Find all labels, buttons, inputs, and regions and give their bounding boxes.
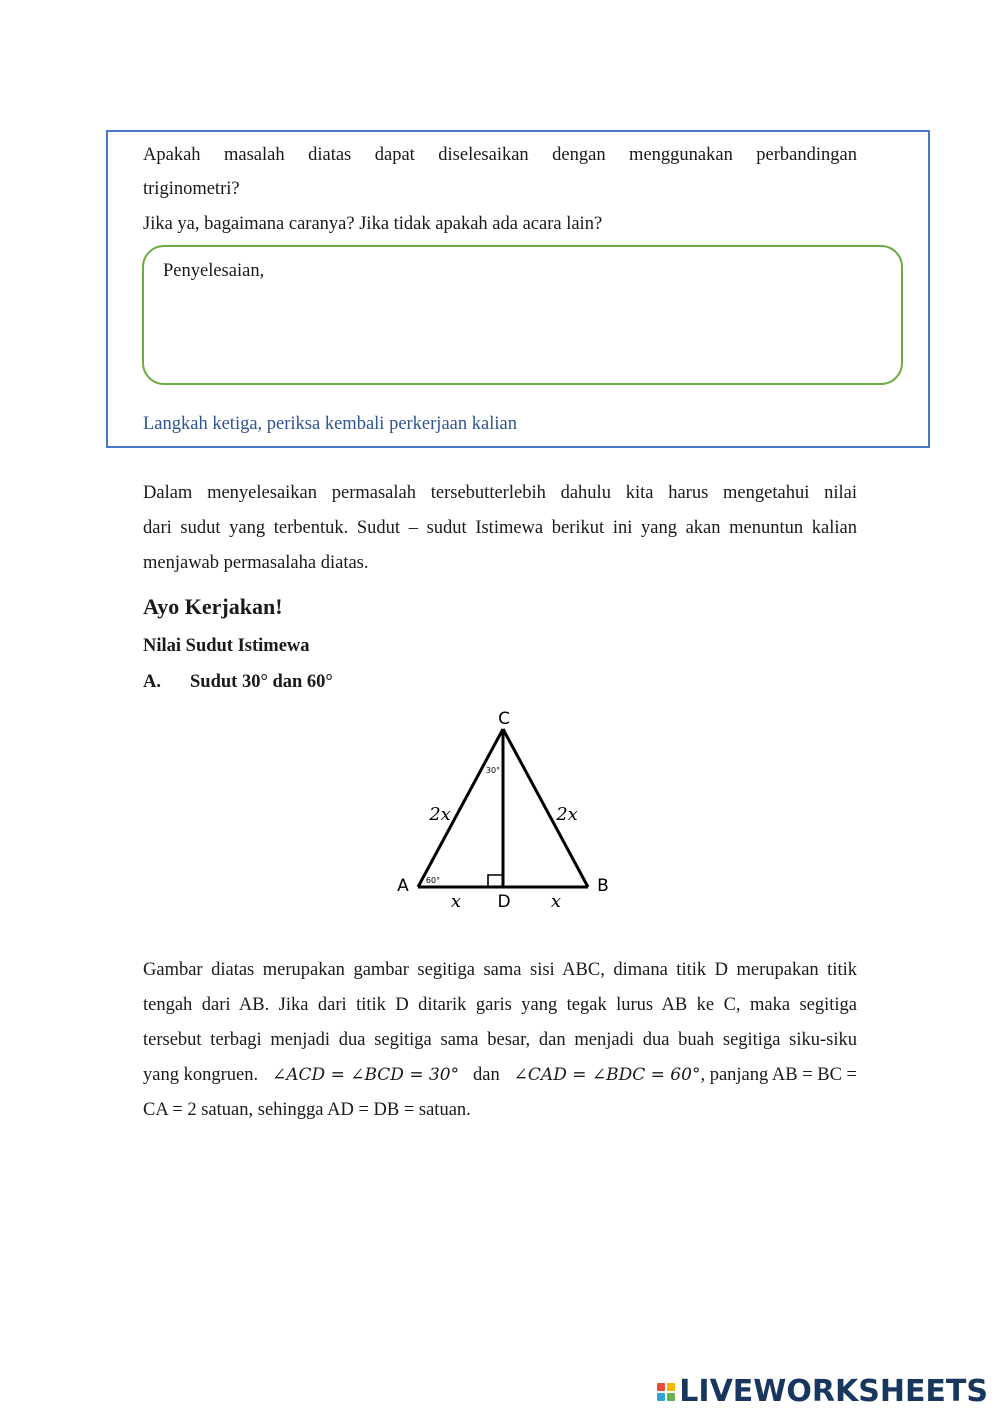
section-marker: A.: [143, 672, 161, 692]
description-line-4-text-b: dan: [473, 1065, 500, 1085]
heading-ayo-kerjakan: Ayo Kerjakan!: [143, 594, 283, 619]
label-a: A: [397, 876, 409, 896]
logo-mark-icon: [657, 1383, 675, 1401]
logo-square-3: [657, 1393, 665, 1401]
description-line-3: tersebut terbagi menjadi dua segitiga sama besar, dan menjadi dua buah segitiga siku-siku: [143, 1030, 857, 1050]
label-base-left: x: [450, 891, 462, 912]
logo-square-2: [667, 1383, 675, 1391]
label-side-left: 2x: [429, 804, 451, 825]
intro-line-2: dari sudut yang terbentuk. Sudut – sudut Istimewa berikut ini yang akan menuntun kalian: [143, 518, 857, 538]
triangle-figure: [380, 700, 630, 920]
label-side-right: 2x: [556, 804, 578, 825]
description-line-4-math-1: ∠ACD = ∠BCD = 30°: [272, 1065, 460, 1085]
label-d: D: [497, 892, 511, 912]
answer-label: Penyelesaian,: [163, 261, 265, 281]
liveworksheets-logo: [657, 1374, 988, 1409]
description-line-4-text-a: yang kongruen.: [143, 1065, 259, 1085]
label-c: C: [498, 709, 510, 729]
label-angle-60: 60°: [425, 876, 441, 885]
description-line-2: tengah dari AB. Jika dari titik D ditarik garis yang tegak lurus AB ke C, maka segitiga: [143, 995, 857, 1015]
intro-line-1: Dalam menyelesaikan permasalah tersebutterlebih dahulu kita harus mengetahui nilai: [143, 483, 857, 503]
description-line-4: [143, 1058, 857, 1093]
label-b: B: [597, 876, 609, 896]
logo-square-1: [657, 1383, 665, 1391]
label-base-right: x: [550, 891, 562, 912]
description-line-4-text-c: , panjang AB = BC =: [700, 1065, 857, 1085]
question-line-1: Apakah masalah diatas dapat diselesaikan dengan menggunakan perbandingan: [143, 145, 857, 165]
question-line-3: Jika ya, bagaimana caranya? Jika tidak apakah ada acara lain?: [143, 214, 603, 234]
description-line-1: Gambar diatas merupakan gambar segitiga sama sisi ABC, dimana titik D merupakan titik: [143, 960, 857, 980]
logo-square-4: [667, 1393, 675, 1401]
step-instruction: Langkah ketiga, periksa kembali perkerjaan kalian: [143, 414, 517, 434]
label-angle-30: 30°: [485, 766, 501, 775]
subheading-nilai-sudut: Nilai Sudut Istimewa: [143, 636, 310, 656]
right-angle-mark: [488, 875, 503, 887]
logo-text: LIVEWORKSHEETS: [679, 1374, 988, 1409]
section-title: Sudut 30° dan 60°: [190, 672, 333, 692]
question-line-2: triginometri?: [143, 179, 240, 199]
description-line-5: CA = 2 satuan, sehingga AD = DB = satuan.: [143, 1100, 471, 1120]
description-line-4-math-2: ∠CAD = ∠BDC = 60°: [513, 1065, 701, 1085]
intro-line-3: menjawab permasalaha diatas.: [143, 553, 369, 573]
